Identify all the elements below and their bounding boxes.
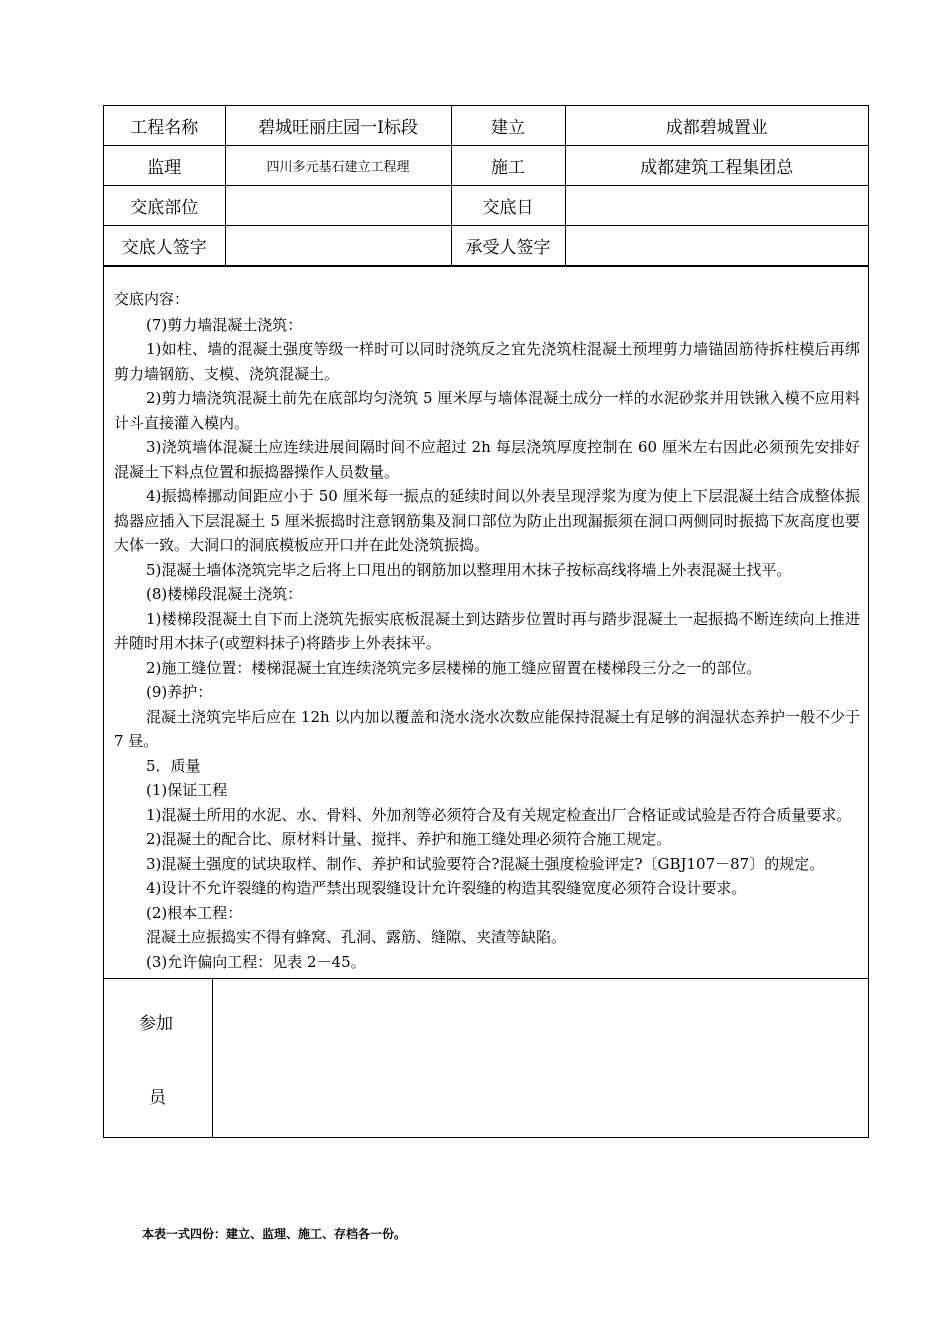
construction-value: 成都建筑工程集团总	[565, 146, 868, 186]
content-paragraph: 2)施工缝位置：楼梯混凝土宜连续浇筑完多层楼梯的施工缝应留置在楼梯段三分之一的部位。	[146, 658, 762, 677]
supervision-label: 监理	[104, 146, 225, 186]
receiver-signature-label: 承受人签字	[451, 226, 565, 266]
header-table	[104, 106, 868, 266]
content-paragraph: 混凝土应振捣实不得有蜂窝、孔洞、露筋、缝隙、夹渣等缺陷。	[146, 928, 567, 946]
content-paragraph: 3)混凝土强度的试块取样、制作、养护和试验要符合?混凝土强度检验评定?〔GBJ107－87〕的规定。	[146, 854, 825, 873]
content-paragraph: 4)设计不允许裂缝的构造严禁出现裂缝设计允许裂缝的构造其裂缝宽度必须符合设计要求。	[146, 879, 747, 897]
receiver-signature-value	[565, 226, 868, 266]
header-row-location	[104, 186, 868, 226]
disclosure-content	[104, 266, 868, 978]
disclosure-form	[103, 105, 869, 1138]
participants-label-bottom: 员	[149, 1088, 166, 1108]
content-paragraph: (9)养护：	[146, 683, 213, 701]
header-row-project	[104, 106, 868, 146]
content-paragraph: (3)允许偏向工程：见表 2－45。	[146, 952, 366, 971]
content-paragraph: (2)根本工程：	[146, 903, 243, 922]
content-title: 交底内容：	[114, 290, 190, 308]
disclosure-date-value	[565, 186, 868, 226]
participants-field	[213, 979, 868, 1137]
builder-value: 成都碧城置业	[565, 106, 868, 146]
content-paragraph: 4)振捣棒挪动间距应小于 50 厘米每一振点的延续时间以外表呈现浮浆为度为使上下层混凝土结合成整体振捣器应插入下层混凝土 5 厘米振捣时注意钢筋集及洞口部位为防止出现漏振须在洞口两侧同时振捣下灰高度也要大体一致。大洞口的洞底模板应开口并在此处浇筑振捣。	[114, 487, 860, 554]
participants-row	[104, 978, 868, 1137]
content-paragraph: 3)浇筑墙体混凝土应连续进展间隔时间不应超过 2h 每层浇筑厚度控制在 60 厘米左右因此必须预先安排好混凝土下料点位置和振捣器操作人员数量。	[114, 438, 860, 481]
content-paragraph: 1)混凝土所用的水泥、水、骨料、外加剂等必须符合及有关规定检查出厂合格证或试验是否符合质量要求。	[146, 805, 852, 824]
content-paragraph: 1)楼梯段混凝土自下而上浇筑先振实底板混凝土到达踏步位置时再与踏步混凝土一起振捣不断连续向上推进并随时用木抹子(或塑料抹子)将踏步上外表抹平。	[114, 609, 860, 652]
content-paragraph: 5)混凝土墙体浇筑完毕之后将上口甩出的钢筋加以整理用木抹子按标高线将墙上外表混凝土找平。	[146, 560, 792, 579]
project-name-label: 工程名称	[104, 106, 225, 146]
construction-label: 施工	[451, 146, 565, 186]
disclosure-date-label: 交底日	[451, 186, 565, 226]
participants-label	[104, 979, 213, 1137]
content-paragraph: 5．质量	[146, 756, 201, 775]
builder-label: 建立	[451, 106, 565, 146]
disclosure-location-label: 交底部位	[104, 186, 225, 226]
header-row-signatures	[104, 226, 868, 266]
discloser-signature-value	[225, 226, 451, 266]
content-paragraph: 混凝土浇筑完毕后应在 12h 以内加以覆盖和浇水浇水次数应能保持混凝土有足够的润湿状态养护一般不少于 7 昼。	[114, 707, 860, 750]
content-paragraph: 2)剪力墙浇筑混凝土前先在底部均匀浇筑 5 厘米厚与墙体混凝土成分一样的水泥砂浆并用铁锹入模不应用料计斗直接灌入模内。	[114, 389, 860, 432]
participants-label-top: 参加	[139, 1014, 173, 1034]
footnote: 本表一式四份：建立、监理、施工、存档各一份。	[142, 1227, 407, 1241]
content-paragraph: (1)保证工程	[146, 781, 228, 799]
supervision-value: 四川多元基石建立工程理	[225, 146, 451, 186]
disclosure-location-value	[225, 186, 451, 226]
project-name-value: 碧城旺丽庄园一Ⅰ标段	[225, 106, 451, 146]
content-paragraph: 2)混凝土的配合比、原材料计量、搅拌、养护和施工缝处理必须符合施工规定。	[146, 830, 672, 848]
discloser-signature-label: 交底人签字	[104, 226, 225, 266]
content-paragraph: 1)如柱、墙的混凝土强度等级一样时可以同时浇筑反之宜先浇筑柱混凝土预埋剪力墙锚固筋待拆柱模后再绑剪力墙钢筋、支模、浇筑混凝土。	[114, 340, 860, 383]
content-paragraph: (7)剪力墙混凝土浇筑：	[146, 315, 303, 334]
content-paragraph: (8)楼梯段混凝土浇筑：	[146, 585, 303, 603]
header-row-supervision	[104, 146, 868, 186]
